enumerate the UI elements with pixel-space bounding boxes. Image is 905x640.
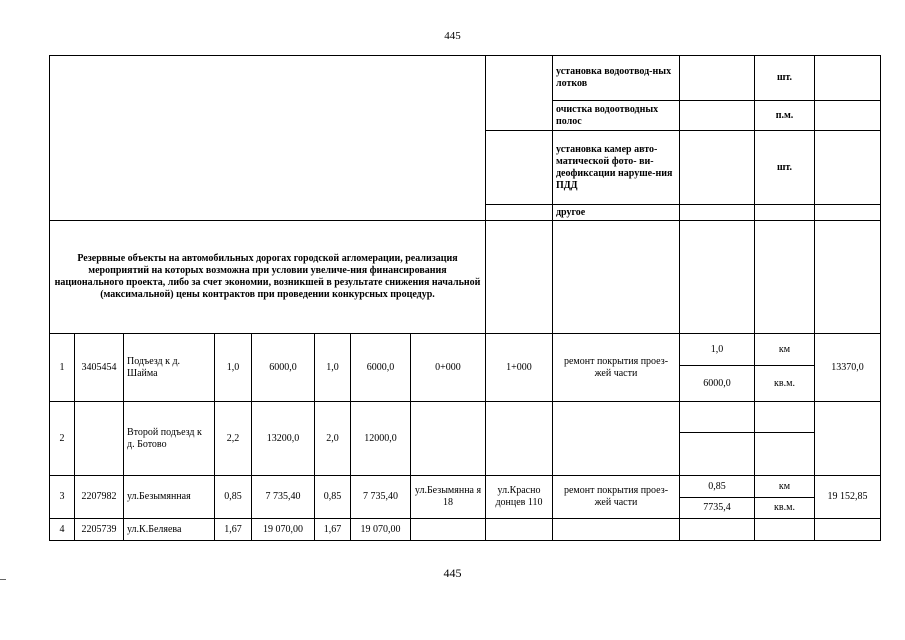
blank-cell xyxy=(486,131,553,205)
length-2: 1,67 xyxy=(315,519,351,541)
quantity-1: 1,0 xyxy=(680,334,755,366)
blank-cell xyxy=(50,56,486,221)
work-cell: другое xyxy=(553,205,680,221)
total-cell xyxy=(815,101,881,131)
cost-1: 13200,0 xyxy=(252,402,315,476)
table-row xyxy=(50,476,881,498)
qty-cell xyxy=(680,205,755,221)
work-type xyxy=(553,402,680,476)
start-point: ул.Безымянна я 18 xyxy=(411,476,486,519)
length-1: 2,2 xyxy=(215,402,252,476)
unit-cell: шт. xyxy=(755,131,815,205)
reserve-header-row xyxy=(50,221,881,334)
blank-cell xyxy=(815,221,881,334)
row-number: 4 xyxy=(50,519,75,541)
unit-1: км xyxy=(755,476,815,498)
quantity-1: 0,85 xyxy=(680,476,755,498)
margin-mark xyxy=(0,579,6,580)
unit-cell: шт. xyxy=(755,56,815,101)
table-row xyxy=(50,519,881,541)
unit-cell: п.м. xyxy=(755,101,815,131)
total-value xyxy=(815,402,881,476)
cost-1: 7 735,40 xyxy=(252,476,315,519)
unit-1 xyxy=(755,519,815,541)
length-2: 2,0 xyxy=(315,402,351,476)
reserve-objects-text: Резервные объекты на автомобильных дорогах городской агломерации, реализация мероприятий на которых возможна при условии увеличе-ния финансирования национального проекта, либо за счет экономии, возникшей в результате снижения начальной (максимальной) цены контрактов при проведении конкурсных процедур. xyxy=(50,221,486,334)
work-cell: установка камер авто-матической фото- ви-деофиксации наруше-ния ПДД xyxy=(553,131,680,205)
cost-2: 6000,0 xyxy=(351,334,411,402)
length-2: 0,85 xyxy=(315,476,351,519)
work-type: ремонт покрытия проез-жей части xyxy=(553,476,680,519)
road-code xyxy=(75,402,124,476)
quantity-1 xyxy=(680,519,755,541)
quantity-2: 6000,0 xyxy=(680,366,755,402)
work-type xyxy=(553,519,680,541)
blank-cell xyxy=(755,221,815,334)
length-2: 1,0 xyxy=(315,334,351,402)
blank-cell xyxy=(680,221,755,334)
cost-1: 19 070,00 xyxy=(252,519,315,541)
end-point xyxy=(486,519,553,541)
cost-2: 12000,0 xyxy=(351,402,411,476)
table-row xyxy=(50,56,881,101)
row-number: 3 xyxy=(50,476,75,519)
work-cell: очистка водоотводных полос xyxy=(553,101,680,131)
work-type: ремонт покрытия проез-жей части xyxy=(553,334,680,402)
page-number-bottom: 445 xyxy=(443,566,462,580)
qty-cell xyxy=(680,101,755,131)
table-row xyxy=(50,402,881,433)
qty-cell xyxy=(680,131,755,205)
road-name: ул.К.Беляева xyxy=(124,519,215,541)
road-name: Подъезд к д. Шайма xyxy=(124,334,215,402)
road-name: Второй подъезд к д. Ботово xyxy=(124,402,215,476)
work-cell: установка водоотвод-ных лотков xyxy=(553,56,680,101)
road-name: ул.Безымянная xyxy=(124,476,215,519)
total-cell xyxy=(815,131,881,205)
start-point xyxy=(411,402,486,476)
length-1: 0,85 xyxy=(215,476,252,519)
unit-2: кв.м. xyxy=(755,366,815,402)
blank-cell xyxy=(486,56,553,131)
unit-2: кв.м. xyxy=(755,498,815,519)
row-number: 2 xyxy=(50,402,75,476)
road-code: 2205739 xyxy=(75,519,124,541)
road-code: 3405454 xyxy=(75,334,124,402)
quantity-1 xyxy=(680,402,755,433)
cost-2: 7 735,40 xyxy=(351,476,411,519)
total-cell xyxy=(815,56,881,101)
quantity-2 xyxy=(680,433,755,476)
total-value: 13370,0 xyxy=(815,334,881,402)
total-value xyxy=(815,519,881,541)
total-cell xyxy=(815,205,881,221)
unit-1: км xyxy=(755,334,815,366)
cost-2: 19 070,00 xyxy=(351,519,411,541)
row-number: 1 xyxy=(50,334,75,402)
unit-1 xyxy=(755,402,815,433)
start-point: 0+000 xyxy=(411,334,486,402)
road-code: 2207982 xyxy=(75,476,124,519)
end-point: 1+000 xyxy=(486,334,553,402)
blank-cell xyxy=(553,221,680,334)
end-point xyxy=(486,402,553,476)
unit-2 xyxy=(755,433,815,476)
page-number-top: 445 xyxy=(444,30,461,42)
table-row xyxy=(50,334,881,366)
roads-table xyxy=(49,55,881,541)
length-1: 1,67 xyxy=(215,519,252,541)
end-point: ул.Красно донцев 110 xyxy=(486,476,553,519)
blank-cell xyxy=(486,205,553,221)
cost-1: 6000,0 xyxy=(252,334,315,402)
unit-cell xyxy=(755,205,815,221)
total-value: 19 152,85 xyxy=(815,476,881,519)
blank-cell xyxy=(486,221,553,334)
length-1: 1,0 xyxy=(215,334,252,402)
quantity-2: 7735,4 xyxy=(680,498,755,519)
start-point xyxy=(411,519,486,541)
qty-cell xyxy=(680,56,755,101)
